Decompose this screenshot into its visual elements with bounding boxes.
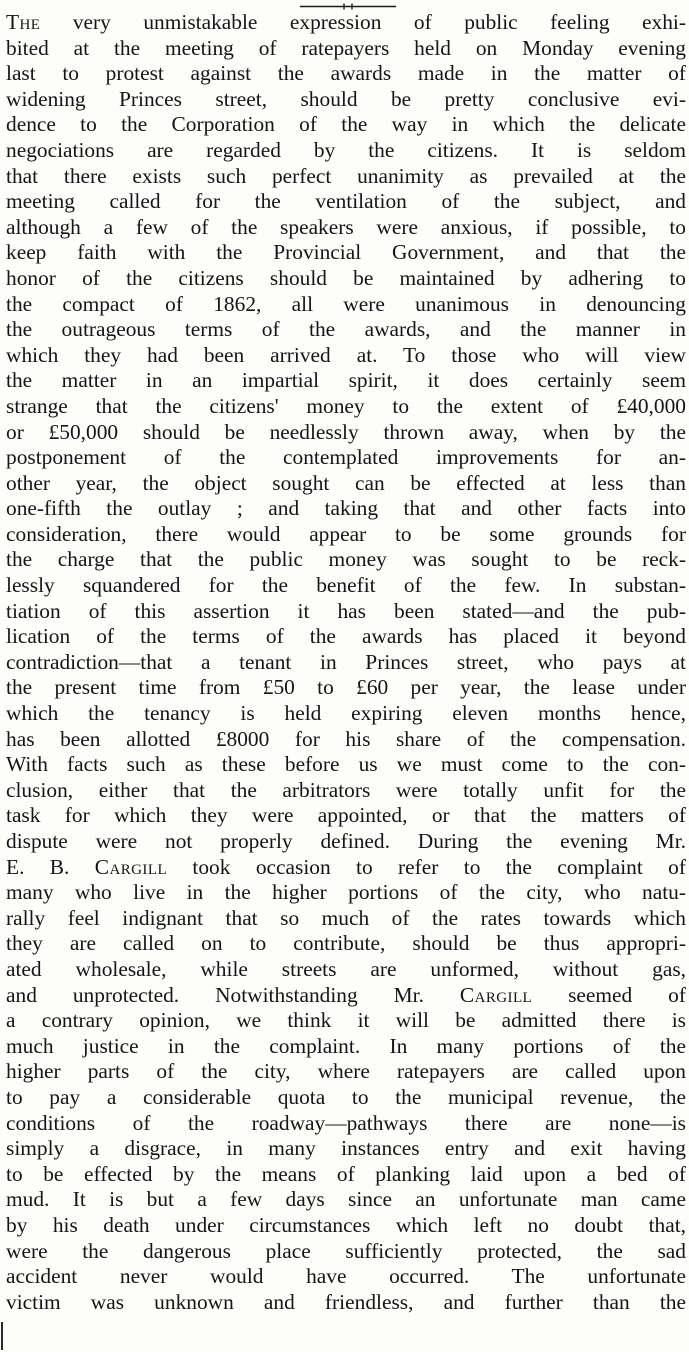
article-line: strange that the citizens' money to the extent of £40,000 <box>6 393 686 418</box>
article-line: were the dangerous place sufficiently protected, the sad <box>6 1238 686 1263</box>
article-line: widening Princes street, should be pretty conclusive evi- <box>6 86 686 111</box>
article-line: clusion, either that the arbitrators were totally unfit for the <box>6 777 686 802</box>
article-line: or £50,000 should be needlessly thrown away, when by the <box>6 419 686 444</box>
article-line: consideration, there would appear to be some grounds for <box>6 521 686 546</box>
article-line: negociations are regarded by the citizens. It is seldom <box>6 137 686 162</box>
article-line: the outrageous terms of the awards, and the manner in <box>6 317 686 342</box>
article-line: lication of the terms of the awards has placed it beyond <box>6 624 686 649</box>
article-line: one-fifth the outlay ; and taking that and other facts into <box>6 496 686 521</box>
article-line: to pay a considerable quota to the municipal revenue, the <box>6 1084 686 1109</box>
article-line: by his death under circumstances which left no doubt that, <box>6 1212 686 1237</box>
article-line: lessly squandered for the benefit of the few. In substan- <box>6 573 686 598</box>
article-line: other year, the object sought can be effected at less than <box>6 470 686 495</box>
article-line: to be effected by the means of planking laid upon a bed of <box>6 1161 686 1186</box>
article-line: conditions of the roadway—pathways there are none—is <box>6 1110 686 1135</box>
article-line: ated wholesale, while streets are unformed, without gas, <box>6 956 686 981</box>
article-line: rally feel indignant that so much of the rates towards which <box>6 905 686 930</box>
article-line: contradiction—that a tenant in Princes street, who pays at <box>6 649 686 674</box>
article-line: has been allotted £8000 for his share of the compensation. <box>6 726 686 751</box>
article-line: The very unmistakable expression of public feeling exhi- <box>6 10 686 34</box>
article-line: higher parts of the city, where ratepayers are called upon <box>6 1059 686 1084</box>
article-line: the present time from £50 to £60 per year, the lease under <box>6 675 686 700</box>
column-edge-mark <box>1 1322 3 1350</box>
article-line: victim was unknown and friendless, and further than the <box>6 1289 686 1314</box>
article-line: postponement of the contemplated improvements for an- <box>6 445 686 470</box>
article-line: accident never would have occurred. The unfortunate <box>6 1264 686 1289</box>
article-line: With facts such as these before us we must come to the con- <box>6 752 686 777</box>
article-line: that there exists such perfect unanimity as prevailed at the <box>6 163 686 188</box>
article-line: tiation of this assertion it has been stated—and the pub- <box>6 598 686 623</box>
article-line: the compact of 1862, all were unanimous in denouncing <box>6 291 686 316</box>
article-column <box>6 10 686 1315</box>
article-line: which they had been arrived at. To those who will view <box>6 342 686 367</box>
article-line: honor of the citizens should be maintained by adhering to <box>6 265 686 290</box>
article-line: meeting called for the ventilation of the subject, and <box>6 189 686 214</box>
article-line: dispute were not properly defined. During the evening Mr. <box>6 829 686 853</box>
article-line: much justice in the complaint. In many portions of the <box>6 1033 686 1058</box>
article-line: mud. It is but a few days since an unfortunate man came <box>6 1187 686 1212</box>
article-line: the charge that the public money was sought to be reck- <box>6 547 686 572</box>
article-line: the matter in an impartial spirit, it does certainly seem <box>6 368 686 393</box>
article-line: E. B. Cargill took occasion to refer to the complaint of <box>6 854 686 879</box>
article-line: last to protest against the awards made in the matter of <box>6 61 686 86</box>
article-line: although a few of the speakers were anxious, if possible, to <box>6 214 686 239</box>
article-line: many who live in the higher portions of the city, who natu- <box>6 880 686 905</box>
article-line: dence to the Corporation of the way in which the delicate <box>6 112 686 137</box>
article-line: which the tenancy is held expiring eleven months hence, <box>6 701 686 726</box>
article-line: task for which they were appointed, or that the matters of <box>6 803 686 828</box>
article-line: simply a disgrace, in many instances entry and exit having <box>6 1136 686 1161</box>
article-line: bited at the meeting of ratepayers held on Monday evening <box>6 35 686 60</box>
article-line: a contrary opinion, we think it will be admitted there is <box>6 1008 686 1033</box>
article-line: and unprotected. Notwithstanding Mr. Cargill seemed of <box>6 982 686 1007</box>
article-line: keep faith with the Provincial Government, and that the <box>6 240 686 265</box>
article-line: they are called on to contribute, should be thus appropri- <box>6 931 686 956</box>
